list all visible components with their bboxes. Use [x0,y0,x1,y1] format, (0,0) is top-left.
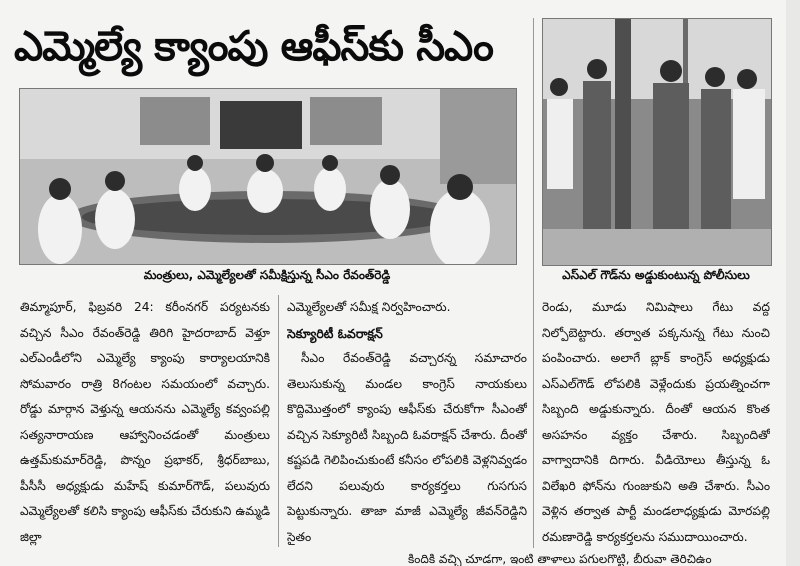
security-subheading: సెక్యూరిటీ ఓవరాక్షన్ [287,325,383,341]
column-divider [533,18,534,548]
article-column-2 [287,295,527,547]
meeting-photo-caption: మంత్రులు, ఎమ్మెల్యేలతో సమీక్షిస్తున్న సీఎం రేవంత్‌రెడ్డి [143,268,391,282]
column-3-text: రెండు, మూడు నిమిషాలు గేటు వద్ద నిల్పోబెట్టారు. తర్వాత పక్కనున్న గేటు నుంచి పంపించారు. అలాగే బ్లాక్ కాంగ్రెస్ అధ్యక్షుడు ఎస్‌ఎల్‌గౌడ్ లోపలికి వెళ్లేందుకు ప్రయత్నించగా సిబ్బంది అడ్డుకున్నారు. దీంతో ఆయన కొంత అసహనం వ్యక్తం చేశారు. సిబ్బందితో వాగ్వాదానికి దిగారు. వీడియోలు తీస్తున్న ఓ విలేఖరి ఫోన్‌ను గుంజుకుని అతి చేశారు. సీఎం వెళ్లిన తర్వాత పార్టీ మండలాధ్యక్షుడు మోరపల్లి రమణారెడ్డి కార్యకర్తలను సముదాయించారు. [542,300,770,544]
next-article-text: కిందికి వచ్చి చూడగా, ఇంటి తాళాలు పగులగొట్టి, బీరువా తెరిచిఉం [408,552,712,566]
next-headline-fragment [20,548,290,566]
article-column-1 [20,295,270,547]
column-divider [278,295,279,547]
police-photo [542,18,772,266]
page-margin [786,0,800,566]
police-photo-caption: ఎస్‌ఎల్ గౌడ్‌ను అడ్డుకుంటున్న పోలీసులు [562,268,750,282]
column-2-lead: ఎమ్మెల్యేలతో సమీక్ష నిర్వహించారు. [287,300,451,314]
article-column-3 [542,295,770,547]
meeting-photo [19,88,517,265]
column-2-text: సీఎం రేవంత్‌రెడ్డి వచ్చారన్న సమాచారం తెలుసుకున్న మండల కాంగ్రెస్ నాయకులు కొద్దిమొత్తంలో క్యాంపు ఆఫీస్‌కు చేరుకోగా సీఎంతో వచ్చిన సెక్యూరిటీ సిబ్బంది ఓవరాక్షన్ చేశారు. దీంతో కష్టపడి గెలిపించుకుంటే కనీసం లోపలికి వెళ్లనివ్వడం లేదని పలువురు కార్యకర్తలు గుసగుస పెట్టుకున్నారు. తాజా మాజీ ఎమ్మెల్యే జీవన్‌రెడ్డిని సైతం [287,351,527,544]
column-1-text: తిమ్మాపూర్, ఫిబ్రవరి 24: కరీంనగర్ పర్యటనకు వచ్చిన సీఎం రేవంత్‌రెడ్డి తిరిగి హైదరాబాద్ వెళ్తూ ఎల్‌ఎండీలోని ఎమ్మెల్యే క్యాంపు కార్యాలయానికి సోమవారం రాత్రి 8గంటల సమయంలో వచ్చారు. రోడ్డు మార్గాన వెళ్తున్న ఆయనను ఎమ్మెల్యే కవ్వంపల్లి సత్యనారాయణ ఆహ్వానించడంతో మంత్రులు ఉత్తమ్‌కుమార్‌రెడ్డి, పొన్నం ప్రభాకర్, శ్రీధర్‌బాబు, పీసీసీ అధ్యక్షుడు మహేష్ కుమార్‌గౌడ్, పలువురు ఎమ్మెల్యేలతో కలిసి క్యాంపు ఆఫీస్‌కు చేరుకుని ఉమ్మడి జిల్లా [20,300,270,544]
article-headline: ఎమ్మెల్యే క్యాంపు ఆఫీస్‌కు సీఎం [14,22,493,70]
